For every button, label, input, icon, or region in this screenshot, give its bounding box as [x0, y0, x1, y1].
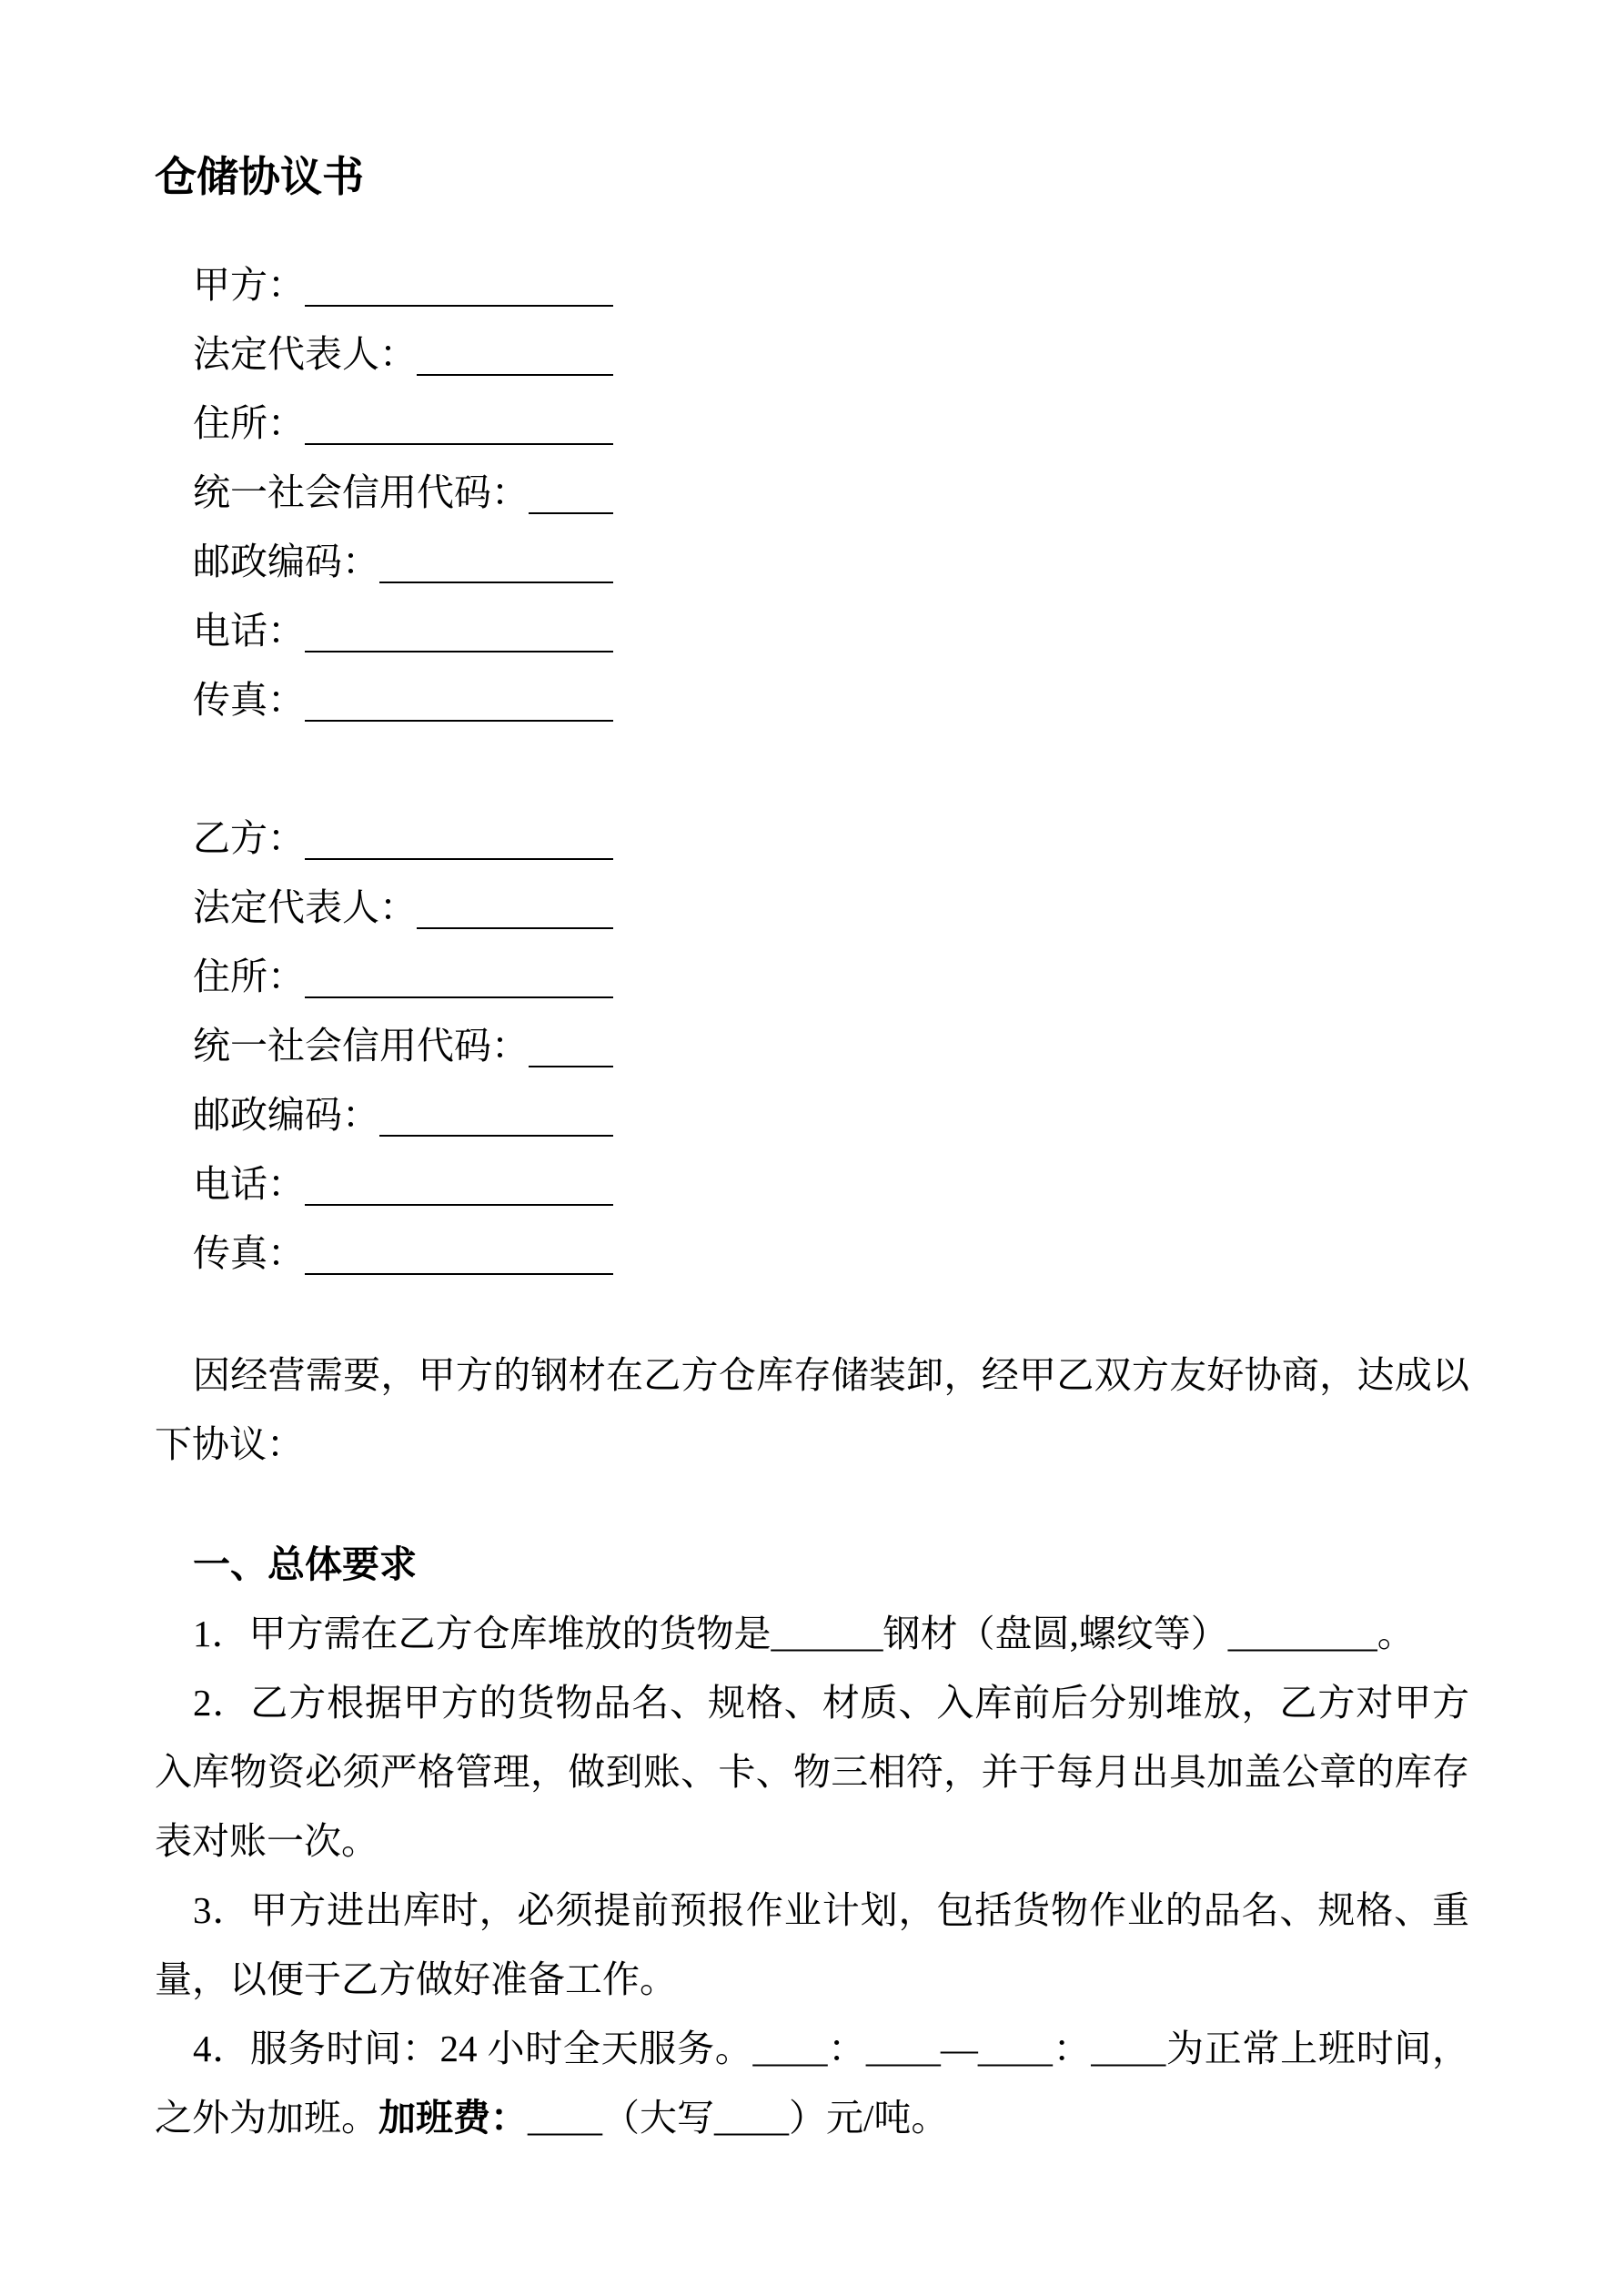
item-4-text: 4．服务时间：24 小时全天服务。____：____—____：____为正常上班时间，之外为加班。: [155, 2027, 1469, 2139]
fill-in-line[interactable]: [417, 374, 613, 376]
field-label: 传真：: [193, 678, 305, 721]
field-label: 法定代表人：: [193, 332, 417, 375]
party-a-section: [193, 250, 1469, 734]
field-label: 邮政编码：: [193, 1093, 379, 1136]
fill-in-line[interactable]: [305, 651, 613, 652]
field-label: 传真：: [193, 1231, 305, 1274]
party-b-field-row-phone: [193, 1149, 613, 1219]
party-a-field-row-phone: [193, 596, 613, 665]
party-a-field-row-postal-code: [193, 527, 613, 596]
party-b-section: [193, 804, 1469, 1288]
section-one-heading: 一、总体要求: [193, 1542, 417, 1585]
section-one-item-1: 1．甲方需在乙方仓库堆放的货物是______钢材（盘圆,螺纹等）________。: [193, 1612, 1415, 1654]
party-a-field-row-legal-representative: [193, 319, 613, 389]
fill-in-line[interactable]: [379, 1135, 613, 1137]
party-b-field-row-legal-representative: [193, 873, 613, 942]
item-4-overtime-fee-label: 加班费：: [378, 2096, 528, 2139]
fill-in-line[interactable]: [417, 927, 613, 929]
fill-in-line[interactable]: [529, 1066, 613, 1067]
fill-in-line[interactable]: [305, 996, 613, 998]
field-label: 甲方：: [193, 263, 305, 306]
party-a-field-row-fax: [193, 665, 613, 734]
fill-in-line[interactable]: [529, 512, 613, 514]
party-b-field-row-postal-code: [193, 1080, 613, 1149]
field-label: 住所：: [193, 955, 305, 997]
party-b-field-row-address: [193, 942, 613, 1011]
field-label: 乙方：: [193, 816, 305, 859]
fill-in-line[interactable]: [305, 720, 613, 722]
party-a-field-row-name: [193, 250, 613, 319]
field-label: 电话：: [193, 1162, 305, 1205]
section-one-item-2: 2．乙方根据甲方的货物品名、规格、材质、入库前后分别堆放，乙方对甲方入库物资必须严格管理，做到账、卡、物三相符，并于每月出具加盖公章的库存表对账一次。: [155, 1681, 1469, 1862]
field-label: 统一社会信用代码：: [193, 1024, 529, 1067]
fill-in-line[interactable]: [305, 1273, 613, 1275]
party-b-field-row-credit-code: [193, 1011, 613, 1080]
fill-in-line[interactable]: [379, 582, 613, 583]
section-one-item-3: 3．甲方进出库时，必须提前预报作业计划，包括货物作业的品名、规格、重量，以便于乙方做好准备工作。: [155, 1888, 1469, 2000]
field-label: 电话：: [193, 609, 305, 652]
fill-in-line[interactable]: [305, 305, 613, 307]
party-b-field-row-fax: [193, 1219, 613, 1288]
field-label: 法定代表人：: [193, 885, 417, 928]
fill-in-line[interactable]: [305, 858, 613, 860]
item-4-text-tail: ____（大写____）元/吨。: [528, 2096, 949, 2139]
field-label: 住所：: [193, 401, 305, 444]
party-a-field-row-address: [193, 389, 613, 458]
section-one-item-4: [155, 2014, 1469, 2152]
fill-in-line[interactable]: [305, 443, 613, 445]
fill-in-line[interactable]: [305, 1204, 613, 1206]
field-label: 统一社会信用代码：: [193, 470, 529, 513]
party-b-field-row-name: [193, 804, 613, 873]
party-a-field-row-credit-code: [193, 458, 613, 527]
field-label: 邮政编码：: [193, 540, 379, 582]
intro-paragraph: 因经营需要，甲方的钢材在乙方仓库存储装卸，经甲乙双方友好协商，达成以下协议：: [155, 1353, 1469, 1465]
document-title: 仓储协议书: [155, 152, 364, 201]
